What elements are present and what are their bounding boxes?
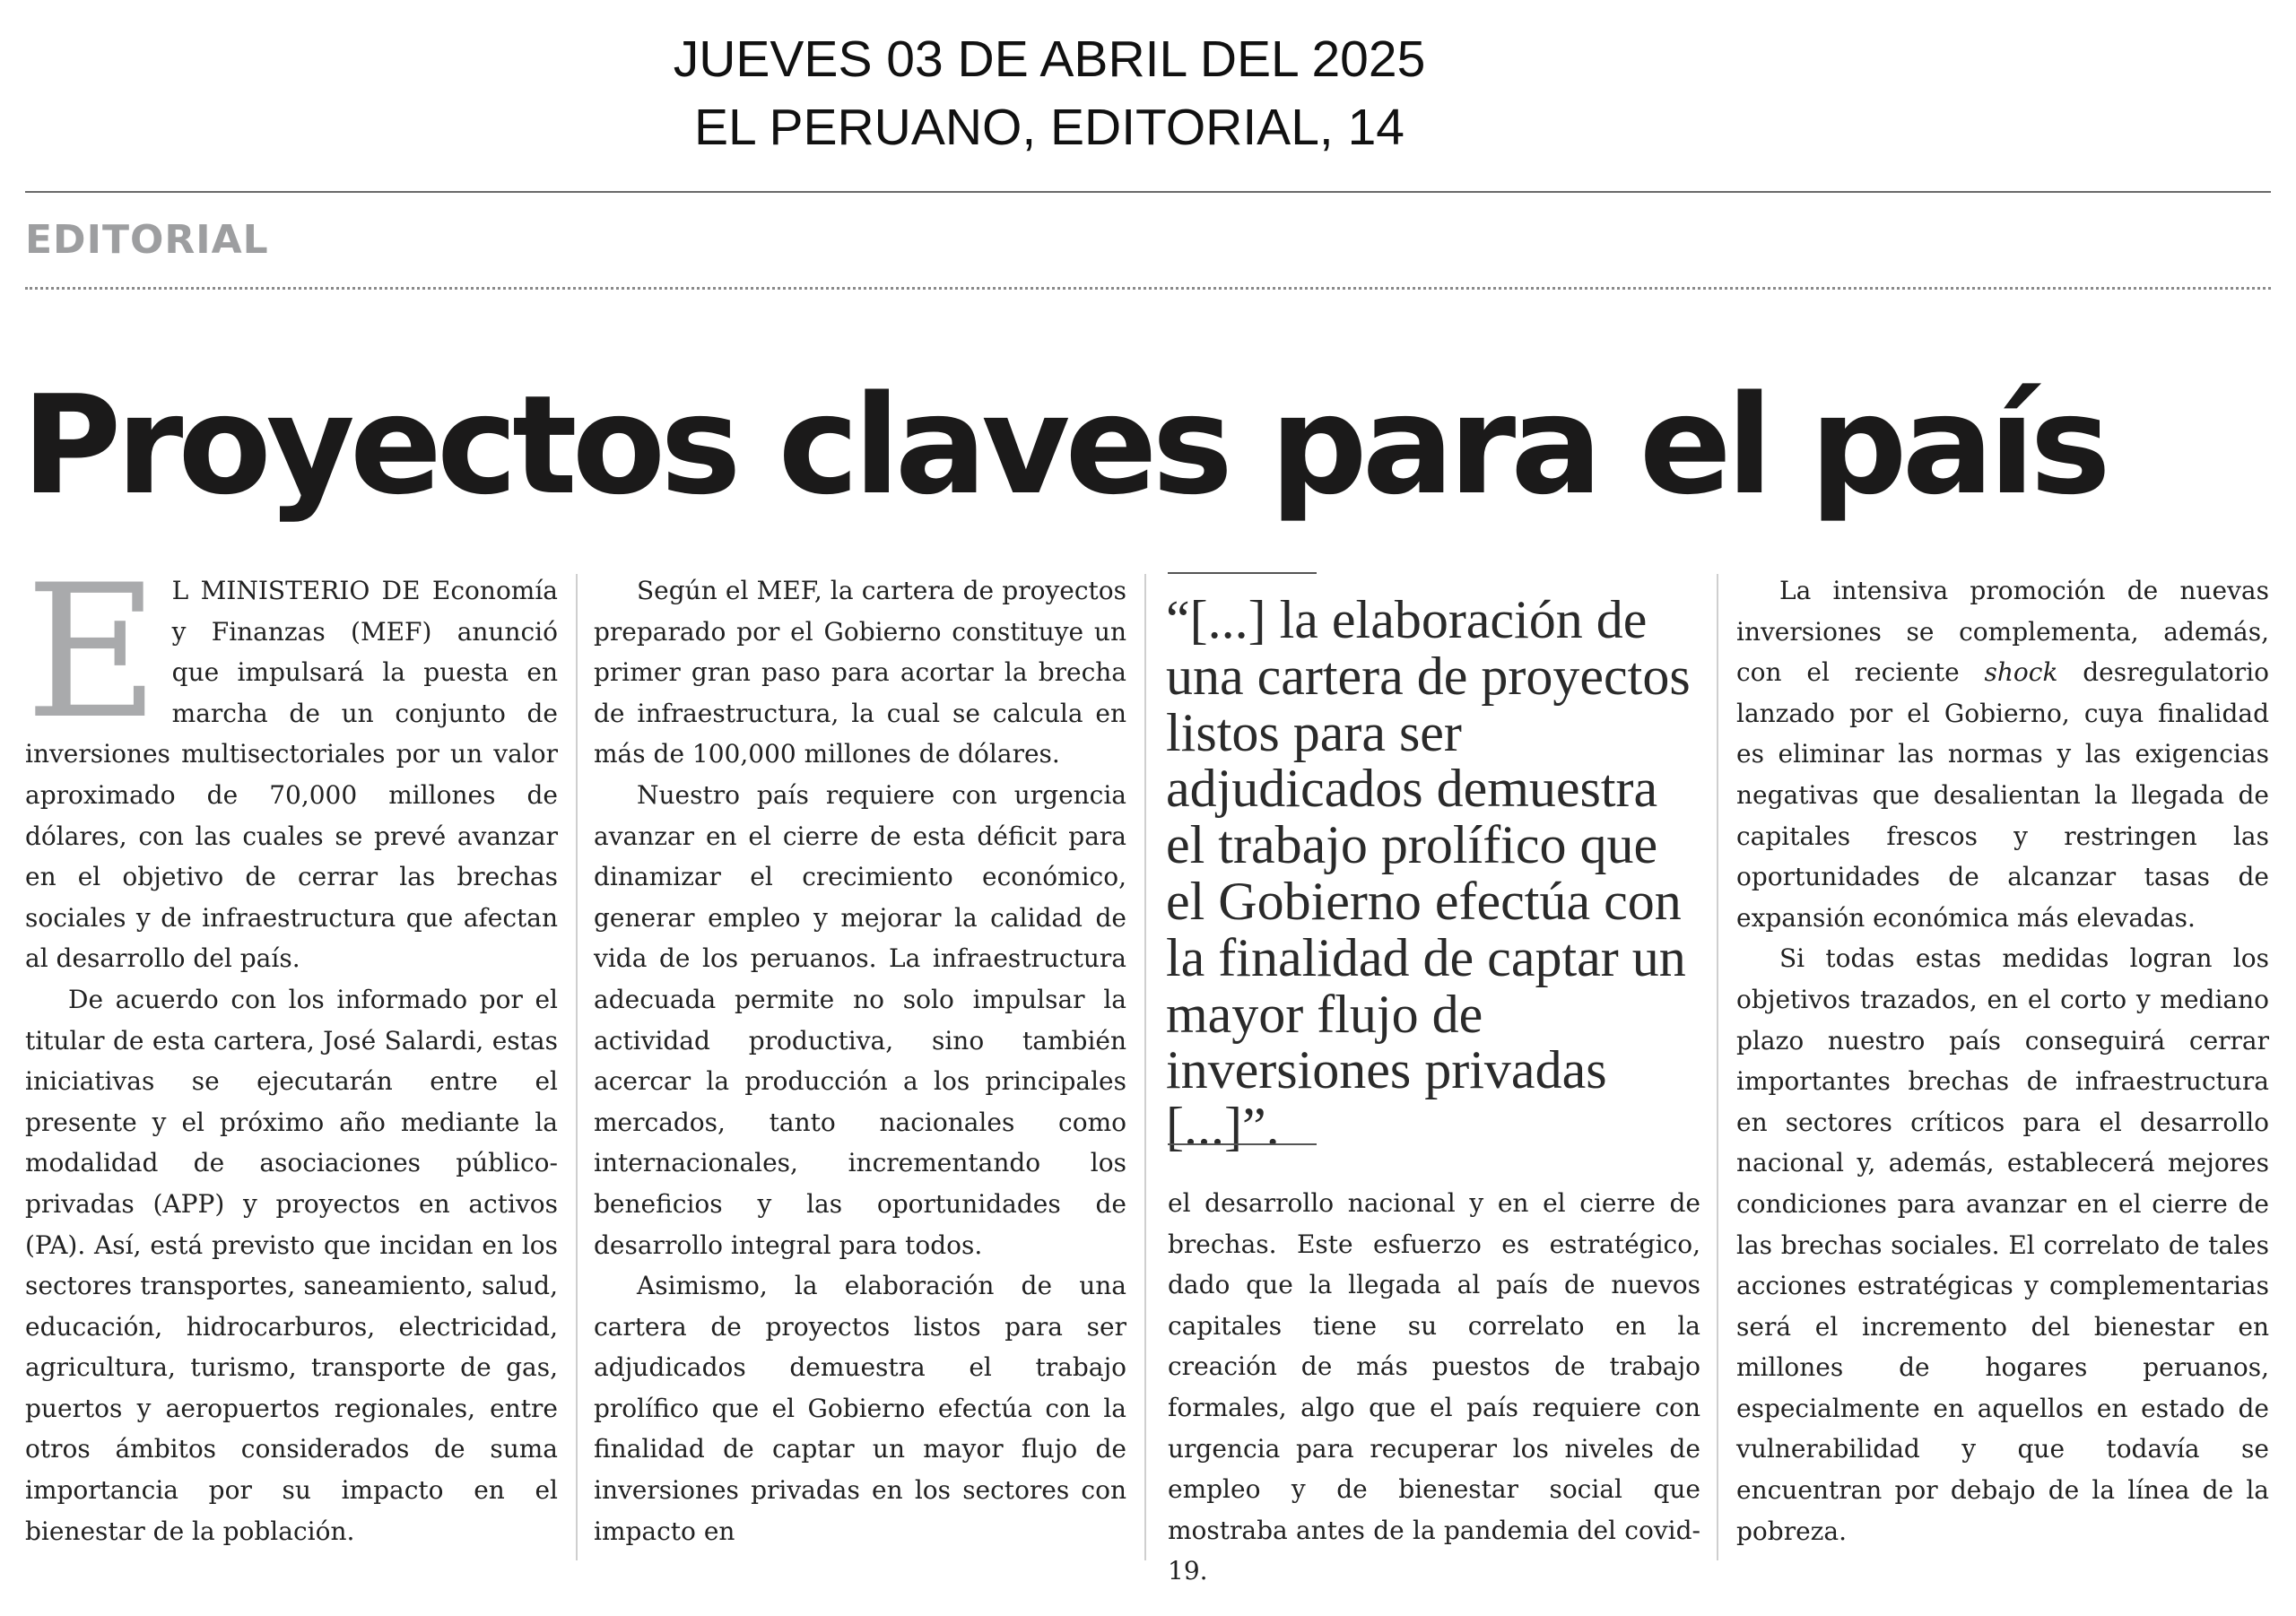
article-column-3 [1168,1183,1700,1592]
section-divider [25,287,2271,290]
header-rule [25,191,2271,193]
paragraph: Si todas estas medidas logran los objetivos trazados, en el corto y mediano plazo nuestro país conseguirá cerrar importantes brechas de infraestructura en sectores críticos para el desarrollo nacional y, además, establecerá mejores condiciones para avanzar en el cierre de las brechas sociales. El correlato de tales acciones estratégicas y complementarias será el incremento del bienestar en millones de hogares peruanos, especialmente en aquellos en estado de vulnerabilidad y que todavía se encuentran por debajo de la línea de la pobreza. [1736,943,2269,1546]
source-line: EL PERUANO, EDITORIAL, 14 [694,99,1405,156]
column-divider [576,574,578,1560]
section-label: EDITORIAL [25,217,269,263]
article-column-4 [1736,570,2269,1551]
pull-quote-rule-top [1168,572,1317,574]
paragraph: Según el MEF, la cartera de proyectos preparado por el Gobierno constituye un primer gran paso para acortar la brecha de infraestructura, la cual se calcula en más de 100,000 millones de dólares. [594,576,1126,769]
paragraph: el desarrollo nacional y en el cierre de brechas. Este esfuerzo es estratégico, dado que la llegada al país de nuevos capitales tiene su correlato en la creación de más puestos de trabajo formales, algo que el país requiere con urgencia para recuperar los niveles de empleo y de bienestar social que mostraba antes de la pandemia del covid-19. [1168,1188,1700,1586]
pull-quote-rule-bottom [1168,1143,1317,1145]
article-column-2 [594,570,1126,1551]
paragraph: Asimismo, la elaboración de una cartera de proyectos listos para ser adjudicados demuestra el trabajo prolífico que el Gobierno efectúa con la finalidad de captar un mayor flujo de inversiones privadas en los sectores con impacto en [594,1271,1126,1546]
paragraph-text: L MINISTERIO DE Economía y Finanzas (MEF) anunció que impulsará la puesta en marcha de un conjunto de inversiones multisectoriales por un valor aproximado de 70,000 millones de dólares, con las cuales se prevé avanzar en el objetivo de cerrar las brechas sociales y de infraestructura que afectan al desarrollo del país. [25,576,558,974]
article-column-1 [25,546,558,1551]
column-divider [1717,574,1718,1560]
paragraph-text: desregulatorio lanzado por el Gobierno, cuya finalidad es eliminar las normas y las exigencias negativas que desalientan la llegada de capitales frescos y restringen las oportunidades de alcanzar tasas de expansión económica más elevadas. [1736,657,2269,933]
article-headline: Proyectos claves para el país [22,366,2106,525]
paragraph [1736,570,2269,938]
paragraph: De acuerdo con los informado por el titular de esta cartera, José Salardi, estas iniciativas se ejecutarán entre el presente y el próximo año mediante la modalidad de asociaciones público-privadas (APP) y proyectos en activos (PA). Así, está previsto que incidan en los sectores transportes, saneamiento, salud, educación, hidrocarburos, electricidad, agricultura, turismo, transporte de gas, puertos y aeropuertos regionales, entre otros ámbitos considerados de suma importancia por su impacto en el bienestar de la población. [25,984,558,1546]
paragraph: Nuestro país requiere con urgencia avanzar en el cierre de esta déficit para dinamizar el crecimiento económico, generar empleo y mejorar la calidad de vida de los peruanos. La infraestructura adecuada permite no solo impulsar la actividad productiva, sino también acercar la producción a los principales mercados, tanto nacionales como internacionales, incrementando los beneficios y las oportunidades de desarrollo integral para todos. [594,779,1126,1260]
pull-quote: “[...] la elaboración de una cartera de proyectos listos para ser adjudicados demuestra el trabajo prolífico que el Gobierno efectúa con la finalidad de captar un mayor flujo de inversiones privadas [...]”. [1166,590,1691,1157]
paragraph [25,546,558,979]
paragraph-text: La intensiva promoción de nuevas inversiones se complementa, además, con el reciente [1736,576,2269,688]
column-divider [1144,574,1146,1560]
drop-cap: E [25,546,160,760]
date-line: JUEVES 03 DE ABRIL DEL 2025 [673,30,1426,88]
emphasis-text: shock [1984,657,2058,688]
